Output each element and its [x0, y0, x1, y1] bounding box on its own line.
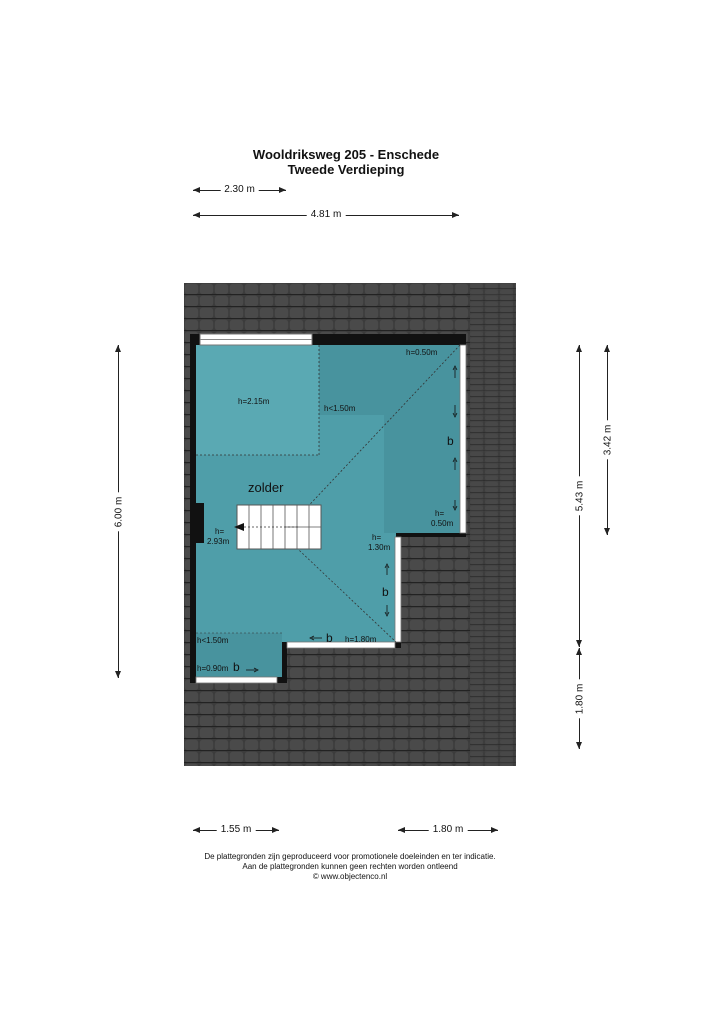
height-label-lt150-top: h<1.50m	[324, 404, 356, 413]
slope-marker-right: b	[447, 434, 454, 448]
room-label-zolder: zolder	[248, 480, 284, 495]
dimension-label: 5.43 m	[574, 477, 585, 516]
height-label-1-30-a: h=	[372, 533, 382, 542]
dimension-label: 1.80 m	[429, 824, 468, 835]
dimension-label: 4.81 m	[307, 209, 346, 220]
footer-copyright: © www.objectenco.nl	[312, 872, 388, 881]
height-label-lt150-bottom: h<1.50m	[197, 636, 229, 645]
window-right-mid	[395, 537, 401, 642]
height-label-2-15: h=2.15m	[238, 397, 270, 406]
window-right-top	[460, 345, 466, 533]
dimension-label: 6.00 m	[113, 492, 124, 531]
plan-subtitle: Tweede Verdieping	[287, 162, 405, 177]
height-label-1-30-b: 1.30m	[368, 543, 391, 552]
height-label-2-93-b: 2.93m	[207, 537, 230, 546]
slope-marker-mid: b	[382, 585, 389, 599]
dimension-label: 2.30 m	[220, 184, 259, 195]
height-label-0-50-right-b: 0.50m	[431, 519, 454, 528]
slope-marker-bottom-mid: b	[326, 631, 333, 645]
dimension-label: 3.42 m	[602, 421, 613, 460]
footer-disclaimer-2: Aan de plattegronden kunnen geen rechten worden ontleend	[242, 862, 458, 871]
height-label-1-80: h=1.80m	[345, 635, 377, 644]
footer-disclaimer-1: De plattegronden zijn geproduceerd voor promotionele doeleinden en ter indicatie.	[204, 852, 496, 861]
slope-marker-bottom-left: b	[233, 660, 240, 674]
height-label-0-50-right-a: h=	[435, 509, 445, 518]
window-bottom-mid	[287, 642, 395, 648]
height-label-0-50-top: h=0.50m	[406, 348, 438, 357]
height-label-0-90: h=0.90m	[197, 664, 229, 673]
dimension-label: 1.80 m	[574, 679, 585, 718]
height-label-2-93-a: h=	[215, 527, 225, 536]
dimension-label: 1.55 m	[217, 824, 256, 835]
staircase	[234, 505, 321, 549]
roof-hip-tiles	[470, 283, 516, 766]
plan-title: Wooldriksweg 205 - Enschede	[252, 147, 440, 162]
window-bottom	[196, 677, 277, 683]
chimney-block	[190, 503, 204, 543]
